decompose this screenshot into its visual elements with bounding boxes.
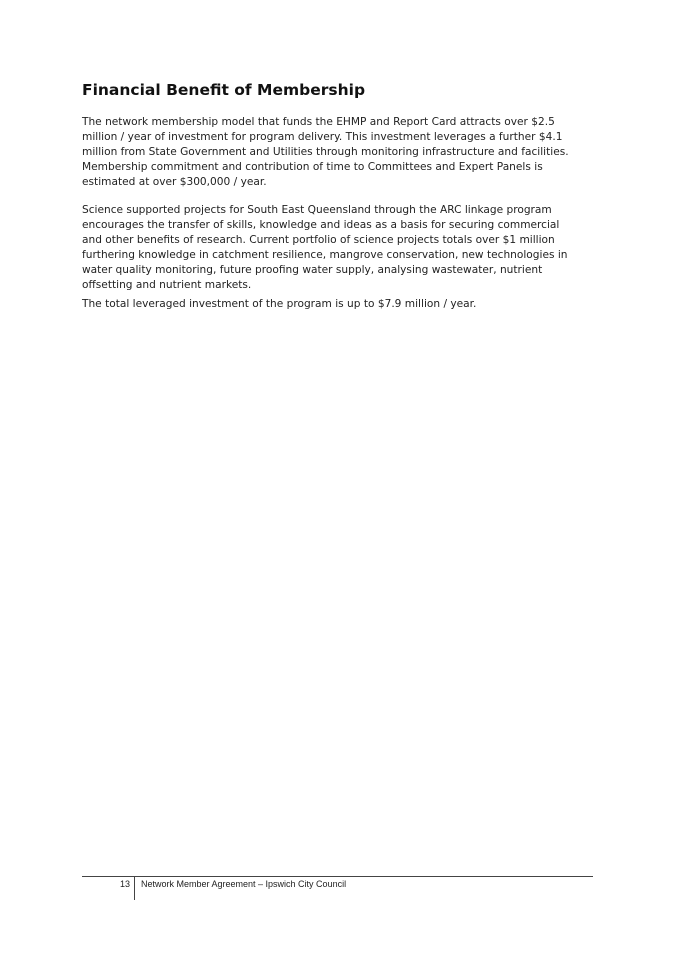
paragraph-line: water quality monitoring, future proofing water supply, analysing wastewater, nutrient: [82, 264, 543, 276]
paragraph-line: The total leveraged investment of the program is up to $7.9 million / year.: [82, 298, 477, 310]
footer-divider: [82, 876, 593, 877]
page-number: 13: [119, 879, 130, 889]
paragraph-science-projects: [82, 203, 602, 293]
paragraph-line: estimated at over $300,000 / year.: [82, 176, 267, 188]
paragraph-membership-model: [82, 115, 602, 190]
paragraph-line: million from State Government and Utilities through monitoring infrastructure and facilities.: [82, 146, 569, 158]
footer-separator: [134, 876, 135, 900]
paragraph-line: and other benefits of research. Current portfolio of science projects totals over $1 million: [82, 234, 555, 246]
paragraph-line: furthering knowledge in catchment resilience, mangrove conservation, new technologies in: [82, 249, 568, 261]
paragraph-line: offsetting and nutrient markets.: [82, 279, 252, 291]
footer-title: Network Member Agreement – Ipswich City Council: [141, 879, 347, 889]
paragraph-line: Membership commitment and contribution of time to Committees and Expert Panels is: [82, 161, 543, 173]
paragraph-line: encourages the transfer of skills, knowledge and ideas as a basis for securing commercial: [82, 219, 560, 231]
paragraph-line: The network membership model that funds the EHMP and Report Card attracts over $2.5: [82, 116, 555, 128]
paragraph-total-investment: [82, 297, 602, 312]
paragraph-line: Science supported projects for South East Queensland through the ARC linkage program: [82, 204, 552, 216]
section-heading: Financial Benefit of Membership: [82, 81, 366, 99]
paragraph-line: million / year of investment for program delivery. This investment leverages a further $4.1: [82, 131, 563, 143]
